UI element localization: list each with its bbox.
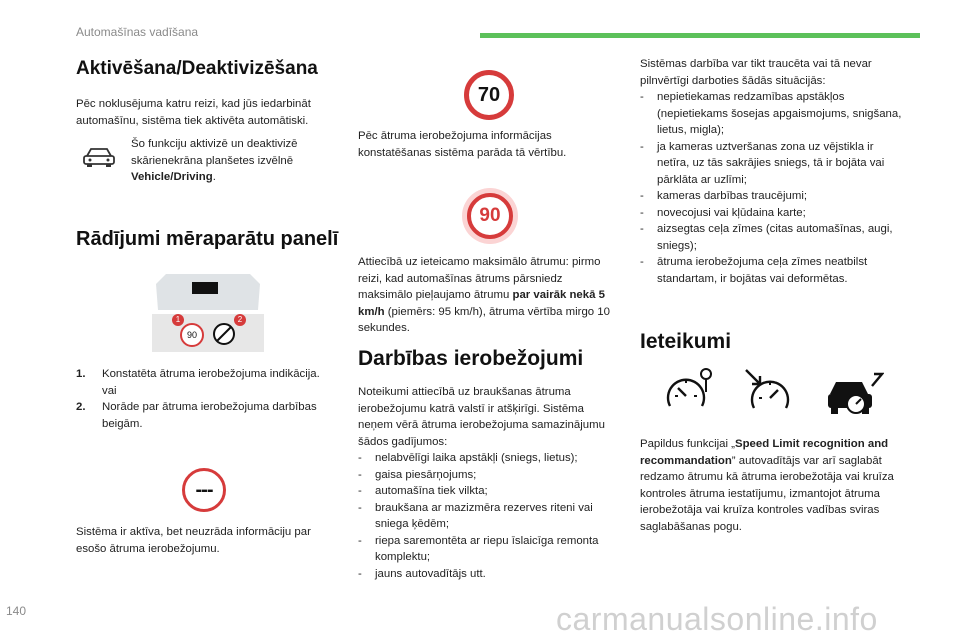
car-icon [82,146,116,173]
list-item: - aizsegtas ceļa zīmes (citas automašīnas, augi, sniegs); [640,221,904,254]
list-item: - jauns autovadītājs utt. [358,566,620,583]
list-item: - nepietiekamas redzamības apstākļos (nepietiekams šosejas apgaismojums, snigšana, lietus, migla); [640,89,904,139]
note-driving: Driving [173,171,213,183]
list-text: Norāde par ātruma ierobežojuma darbības beigām. [102,401,317,430]
list-item: - braukšana ar mazizmēra rezerves riteni vai sniega ķēdēm; [358,500,620,533]
list-item: - novecojusi vai kļūdaina karte; [640,205,904,222]
cruise-control-icon [744,366,796,419]
paragraph-no-info: Sistēma ir aktīva, bet neuzrāda informāciju par esošo ātruma ierobežojumu. [76,526,311,555]
callout-1: 1 [172,314,184,326]
numbered-list [76,366,328,432]
list-item: - ja kameras uztveršanas zona uz vējstikla ir netīra, uz tās sakrājies sniegs, tā ir bojāta vai pārklāta ar uzlīmi; [640,139,904,189]
note-text: Šo funkciju aktivizē un deaktivizē skārienekrāna planšetes izvēlnē [131,138,298,167]
note-slash: / [170,171,174,183]
speed-sign-90: 90 [467,193,513,239]
car-speed-icon [826,372,884,423]
list-item: - ātruma ierobežojuma ceļa zīmes neatbilst standartam, ir bojātas vai deformētas. [640,254,904,287]
heading-limitations: Darbības ierobežojumi [358,347,584,370]
heading-recommendations: Ieteikumi [640,330,732,353]
end-of-limit-icon [212,322,236,351]
heading-instrument-panel: Rādījumi mēraparātu panelī [76,228,339,250]
list-number: 1. [76,368,86,380]
watermark: carmanualsonline.info [556,601,878,637]
list-item [76,399,328,432]
list-item: - gaisa piesārņojums; [358,467,620,484]
paragraph-display-value: Pēc ātruma ierobežojuma informācijas konstatēšanas sistēma parāda tā vērtību. [358,130,567,159]
list-item: - kameras darbības traucējumi; [640,188,904,205]
header-section-title: Automašīnas vadīšana [76,25,199,39]
note-menu-activation [131,136,326,186]
note-vehicle: Vehicle [131,171,171,183]
panel-speed-sign: 90 [180,323,204,347]
speed-sign-70: 70 [464,70,514,120]
paragraph-country-rules: Noteikumi attiecībā uz braukšanas ātruma ierobežojumu katrā valstī ir atšķirīgi. Sistēma neņem vērā ātruma ierobežojuma samazinājumu šādos gadījumos: [358,386,605,448]
header-accent-bar [480,33,920,38]
list-item: - nelabvēlīgi laika apstākļi (sniegs, lietus); [358,450,620,467]
list-item: - automašīna tiek vilkta; [358,483,620,500]
heading-activation: Aktivēšana/Deaktivizēšana [76,58,318,79]
paragraph-recommendation: Papildus funkcijai „Speed Limit recognition and recommandation” autovadītājs var arī saglabāt redzamo ātrumu kā ātruma ierobežotāja vai kruīza kontroles ātruma iestatījumu, izmantojot ātruma ierobežotāja vai kruīza kontroles vadības sviras saglabāšanas pogu. [640,438,894,533]
speed-limiter-icon [664,366,716,419]
paragraph-default-activation: Pēc noklusējuma katru reizi, kad jūs iedarbināt automašīnu, sistēma tiek aktivēta automātiski. [76,98,311,127]
list-item [76,366,328,399]
feature-name: Speed Limit recognition and recommandation [640,438,889,467]
list-number: 2. [76,401,86,413]
list-item: - riepa saremontēta ar riepu īslaicīga remonta komplektu; [358,533,620,566]
paragraph-overspeed: Attiecībā uz ieteicamo maksimālo ātrumu: pirmo reizi, kad automašīnas ātrums pārsniedz maksimālo pieļaujamo ātrumu par vairāk nekā 5 km/h (piemērs: 95 km/h), ātruma vērtība mirgo 10 sekundes. [358,256,610,334]
no-limit-sign: --- [182,468,226,512]
page-number: 140 [6,604,27,618]
instrument-panel-illustration [152,270,264,352]
disturbance-list [640,89,904,287]
callout-2: 2 [234,314,246,326]
limitations-list [358,450,620,582]
note-end: . [212,171,216,183]
overspeed-bold: par vairāk nekā 5 km/h [358,289,605,318]
list-text: Konstatēta ātruma ierobežojuma indikācija. vai [102,368,320,397]
paragraph-disturbance: Sistēmas darbība var tikt traucēta vai tā nevar pilnvērtīgi darboties šādās situācijās: [640,58,872,87]
